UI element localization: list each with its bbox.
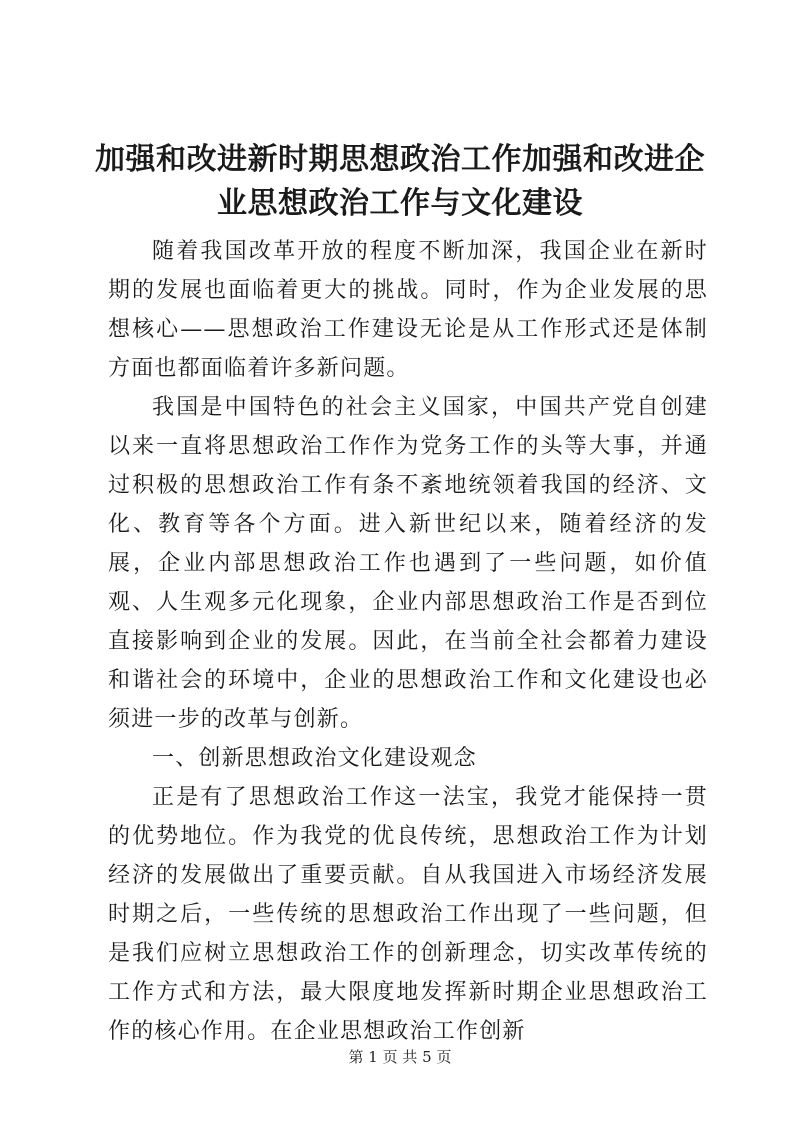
title-line-1: 加强和改进新时期思想政治工作加强和改进企 bbox=[95, 142, 705, 177]
document-body bbox=[108, 232, 708, 1051]
paragraph-2: 我国是中国特色的社会主义国家，中国共产党自创建以来一直将思想政治工作作为党务工作的头等大事，并通过积极的思想政治工作有条不紊地统领着我国的经济、文化、教育等各个方面。进入新世纪以来，随着经济的发展，企业内部思想政治工作也遇到了一些问题，如价值观、人生观多元化现象，企业内部思想政治工作是否到位直接影响到企业的发展。因此，在当前全社会都着力建设和谐社会的环境中，企业的思想政治工作和文化建设也必须进一步的改革与创新。 bbox=[108, 395, 708, 732]
paragraph-1: 随着我国改革开放的程度不断加深，我国企业在新时期的发展也面临着更大的挑战。同时，作为企业发展的思想核心——思想政治工作建设无论是从工作形式还是体制方面也都面临着许多新问题。 bbox=[108, 239, 708, 381]
paragraph-3: 正是有了思想政治工作这一法宝，我党才能保持一贯的优势地位。作为我党的优良传统，思想政治工作为计划经济的发展做出了重要贡献。自从我国进入市场经济发展时期之后，一些传统的思想政治工作出现了一些问题，但是我们应树立思想政治工作的创新理念，切实改革传统的工作方式和方法，最大限度地发挥新时期企业思想政治工作的核心作用。在企业思想政治工作创新 bbox=[108, 785, 708, 1044]
title-line-2: 业思想政治工作与文化建设 bbox=[217, 186, 583, 221]
section-heading: 一、创新思想政治文化建设观念 bbox=[152, 746, 477, 771]
document-title bbox=[80, 138, 720, 226]
page-footer: 第 1 页 共 5 页 bbox=[348, 1048, 452, 1066]
